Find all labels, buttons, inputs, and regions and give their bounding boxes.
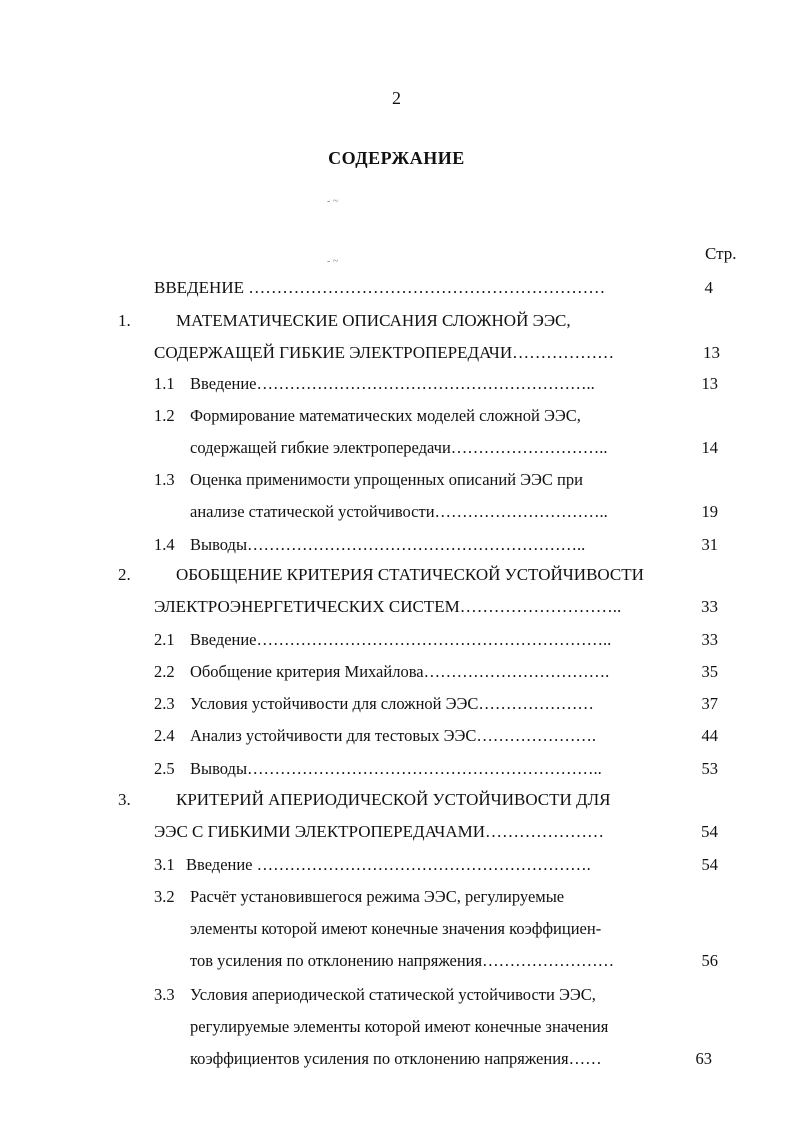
toc-entry-page: 53: [701, 759, 718, 778]
toc-entry-2-4: [0, 726, 793, 750]
page-number: 2: [392, 88, 401, 108]
toc-entry-2-3: [0, 694, 793, 718]
toc-entry-1-3: [0, 470, 793, 526]
toc-entry-text-line1: ОБОБЩЕНИЕ КРИТЕРИЯ СТАТИЧЕСКОЙ УСТОЙЧИВОСТИ: [176, 565, 644, 584]
toc-entry-number: 2.2: [154, 662, 175, 681]
toc-entry-page: 13: [701, 374, 718, 393]
toc-entry-number: 2.4: [154, 726, 175, 745]
toc-entry-text-line1: Формирование математических моделей сложной ЭЭС,: [190, 406, 581, 425]
toc-entry-number: 2.: [118, 565, 131, 584]
toc-entry-page: 54: [701, 855, 718, 874]
toc-entry-page: 31: [701, 535, 718, 554]
toc-entry-number: 2.3: [154, 694, 175, 713]
toc-entry-2-5: [0, 759, 793, 783]
toc-entry-page: 19: [701, 502, 718, 521]
toc-entry-chapter-2: [0, 565, 793, 625]
toc-entry-page: 4: [704, 278, 713, 297]
toc-entry-text-line2: ЭЭС С ГИБКИМИ ЭЛЕКТРОПЕРЕДАЧАМИ…………………: [154, 822, 604, 841]
toc-entry-number: 1.1: [154, 374, 175, 393]
toc-entry-number: 1.2: [154, 406, 175, 425]
scan-speck: - ~: [327, 256, 339, 267]
toc-entry-text-line2: СОДЕРЖАЩЕЙ ГИБКИЕ ЭЛЕКТРОПЕРЕДАЧИ………………: [154, 343, 615, 362]
toc-entry-text-line2: элементы которой имеют конечные значения коэффициен-: [190, 919, 602, 938]
toc-entry-text: Выводы………………………………………………………..: [190, 759, 602, 778]
toc-entry-text: ВВЕДЕНИЕ ………………………………………………………: [154, 278, 606, 297]
toc-entry-page: 63: [695, 1049, 712, 1068]
toc-entry-intro: [0, 278, 793, 302]
toc-entry-number: 3.3: [154, 985, 175, 1004]
toc-entry-3-1: [0, 855, 793, 879]
toc-entry-page: 35: [701, 662, 718, 681]
page-title: СОДЕРЖАНИЕ: [328, 148, 465, 168]
toc-entry-number: 2.1: [154, 630, 175, 649]
toc-entry-number: 3.2: [154, 887, 175, 906]
toc-entry-number: 2.5: [154, 759, 175, 778]
toc-entry-number: 3.: [118, 790, 131, 809]
toc-entry-1-1: [0, 374, 793, 398]
toc-entry-text-line3: коэффициентов усиления по отклонению напряжения……: [190, 1049, 602, 1068]
toc-entry-chapter-1: [0, 311, 793, 371]
toc-entry-text: Введение……………………………………………………..: [190, 374, 595, 393]
toc-entry-page: 37: [701, 694, 718, 713]
toc-entry-1-2: [0, 406, 793, 462]
toc-entry-page: 13: [703, 343, 720, 362]
toc-entry-page: 56: [701, 951, 718, 970]
page-column-header: Стр.: [705, 244, 737, 263]
scan-speck: - ~: [327, 196, 339, 207]
toc-entry-text: Обобщение критерия Михайлова…………………………….: [190, 662, 610, 681]
toc-entry-text-line1: Оценка применимости упрощенных описаний ЭЭС при: [190, 470, 583, 489]
toc-entry-2-1: [0, 630, 793, 654]
toc-entry-page: 33: [701, 597, 718, 616]
toc-entry-number: 1.3: [154, 470, 175, 489]
toc-entry-text-line2: регулируемые элементы которой имеют конечные значения: [190, 1017, 609, 1036]
toc-entry-chapter-3: [0, 790, 793, 850]
toc-entry-number: 1.: [118, 311, 131, 330]
toc-entry-text: Условия устойчивости для сложной ЭЭС…………………: [190, 694, 594, 713]
toc-entry-text-line2: ЭЛЕКТРОЭНЕРГЕТИЧЕСКИХ СИСТЕМ………………………..: [154, 597, 622, 616]
toc-entry-text: Введение………………………………………………………..: [190, 630, 612, 649]
toc-entry-3-3: [0, 985, 793, 1075]
toc-entry-text-line1: Расчёт установившегося режима ЭЭС, регулируемые: [190, 887, 565, 906]
toc-entry-3-2: [0, 887, 793, 977]
toc-entry-text: Введение …………………………………………………….: [186, 855, 591, 874]
toc-entry-number: 3.1: [154, 855, 175, 874]
toc-entry-text: Выводы……………………………………………………..: [190, 535, 586, 554]
toc-entry-text-line2: содержащей гибкие электропередачи………………………..: [190, 438, 608, 457]
toc-entry-1-4: [0, 535, 793, 559]
toc-entry-text-line1: Условия апериодической статической устойчивости ЭЭС,: [190, 985, 596, 1004]
toc-entry-text-line2: анализе статической устойчивости…………………………..: [190, 502, 608, 521]
toc-entry-page: 14: [701, 438, 718, 457]
toc-entry-page: 54: [701, 822, 718, 841]
toc-entry-text: Анализ устойчивости для тестовых ЭЭС………………….: [190, 726, 597, 745]
toc-entry-2-2: [0, 662, 793, 686]
toc-entry-number: 1.4: [154, 535, 175, 554]
toc-entry-text-line3: тов усиления по отклонению напряжения……………………: [190, 951, 615, 970]
toc-entry-page: 33: [701, 630, 718, 649]
toc-entry-page: 44: [701, 726, 718, 745]
toc-entry-text-line1: КРИТЕРИЙ АПЕРИОДИЧЕСКОЙ УСТОЙЧИВОСТИ ДЛЯ: [176, 790, 611, 809]
toc-entry-text-line1: МАТЕМАТИЧЕСКИЕ ОПИСАНИЯ СЛОЖНОЙ ЭЭС,: [176, 311, 571, 330]
